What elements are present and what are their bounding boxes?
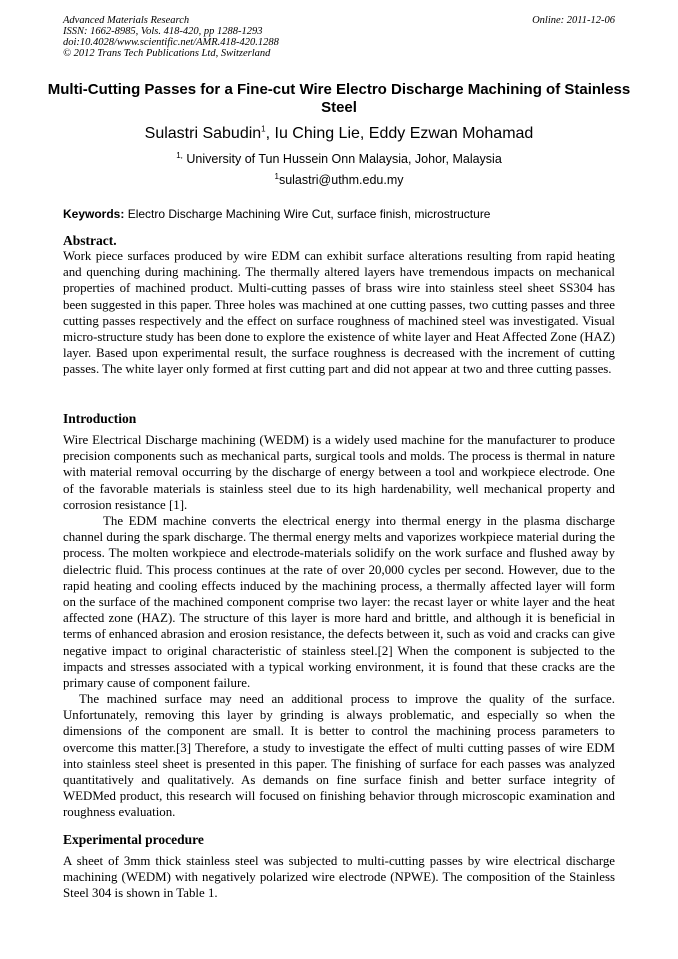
journal-header	[63, 15, 615, 59]
keywords-label: Keywords:	[63, 207, 125, 221]
issn-line: ISSN: 1662-8985, Vols. 418-420, pp 1288-1293	[63, 26, 263, 37]
email-marker: 1	[274, 171, 279, 181]
introduction-heading: Introduction	[63, 411, 137, 426]
affiliation-text: University of Tun Hussein Onn Malaysia, Johor, Malaysia	[182, 152, 502, 166]
experimental-paragraph-1: A sheet of 3mm thick stainless steel was subjected to multi-cutting passes by wire electrical discharge machining (WEDM) with negatively polarized wire electrode (NPWE). The composition of the Stainless Steel 304 is shown in Table 1.	[63, 854, 615, 901]
doi-line: doi:10.4028/www.scientific.net/AMR.418-420.1288	[63, 37, 279, 48]
author-list	[40, 124, 638, 144]
author-email	[40, 172, 638, 188]
introduction-paragraph-3: The machined surface may need an additional process to improve the quality of the surface. Unfortunately, removing this layer by grinding is always problematic, and especially so when the dimensions of the component are small. It is better to control the machining process parameters to overcome this matter.[3] Therefore, a study to investigate the effect of multi cutting passes of wire EDM into stainless steel sheet is presented in this paper. The finishing of surface for each passes was analyzed quantitatively and qualitatively. As demands on fine surface finish and better surface integrity of WEDMed product, this research will focused on finishing behavior through microscopic examination and roughness evaluation.	[63, 692, 615, 820]
keywords-text: Electro Discharge Machining Wire Cut, surface finish, microstructure	[124, 207, 491, 221]
paper-title: Multi-Cutting Passes for a Fine-cut Wire Electro Discharge Machining of Stainless Steel	[47, 81, 631, 116]
email-text: sulastri@uthm.edu.my	[278, 173, 404, 187]
online-date: Online: 2011-12-06	[532, 15, 615, 26]
experimental-heading: Experimental procedure	[63, 832, 204, 847]
first-author: Sulastri Sabudin	[144, 125, 262, 142]
abstract-heading: Abstract.	[63, 233, 117, 248]
introduction-paragraph-2: The EDM machine converts the electrical energy into thermal energy in the plasma discharge channel during the spark discharge. The thermal energy melts and vaporizes workpiece material during the process. The molten workpiece and electrode-materials solidify on the work surface and flushed away by dielectric fluid. This process continues at the rate of over 20,000 cycles per second. However, due to the rapid heating and cooling effects induced by the machining process, a thermally affected layer will form on the surface of the machined component comprise two layer: the recast layer or white layer and the heat affected zone (HAZ). The structure of this layer is more hard and brittle, and although it is beneficial in terms of enhanced abrasion and erosion resistance, the defects between it, such as void and cracks can give negative impact to original characteristic of stainless steel.[2] When the component is subjected to the impacts and stresses associated with a typical working environment, it is found that these cracks are the primary cause of component failure.	[63, 514, 615, 691]
abstract-text: Work piece surfaces produced by wire EDM can exhibit surface alterations resulting from rapid heating and quenching during machining. The thermally altered layers have tremendous impacts on mechanical properties of machined product. Multi-cutting passes of brass wire into stainless steel sheet SS304 has been suggested in this paper. Three holes was machined at one cutting passes, two cutting passes and three cutting passes respectively and the effect on surface roughness of machined steel was investigated. Visual micro-structure study has been done to explore the existence of white layer and Heat Affected Zone (HAZ) layer. Based upon experimental result, the surface roughness is decreased with the increment of cutting passes. The white layer only formed at first cutting part and did not appear at two and three cutting passes.	[63, 249, 615, 377]
journal-name: Advanced Materials Research	[63, 15, 190, 26]
introduction-paragraph-1: Wire Electrical Discharge machining (WEDM) is a widely used machine for the manufacturer to produce precision components such as mechanical parts, surgical tools and molds. The process is thermal in nature with material removal occurring by the discharge of energy between a tool and workpiece electrode. One of the favorable materials is stainless steel due to its high hardenability, well mechanical property and corrosion resistance [1].	[63, 433, 615, 512]
author-affil-marker: 1	[261, 124, 266, 134]
keywords	[63, 207, 615, 221]
copyright-line: © 2012 Trans Tech Publications Ltd, Switzerland	[63, 48, 271, 59]
affiliation-marker: 1,	[176, 150, 183, 160]
affiliation	[40, 151, 638, 167]
other-authors: , Iu Ching Lie, Eddy Ezwan Mohamad	[265, 125, 534, 142]
